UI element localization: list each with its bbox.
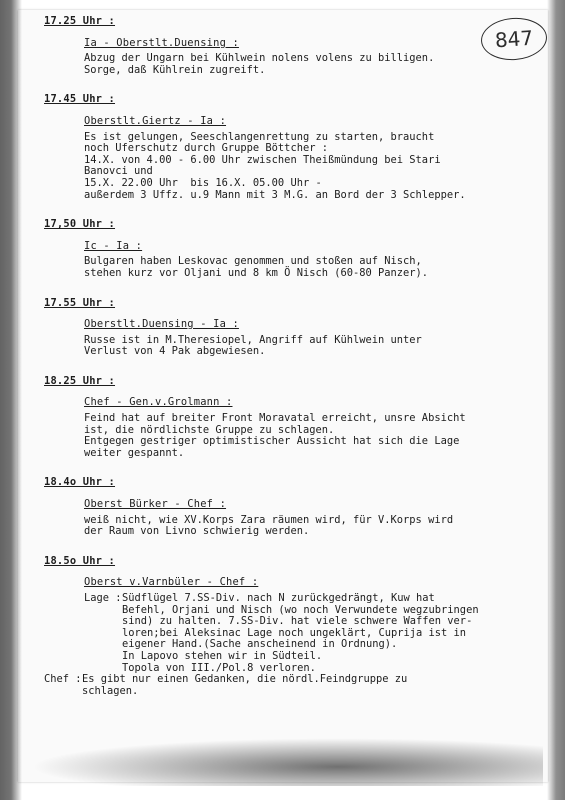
entry-body: Es ist gelungen, Seeschlangenrettung zu starten, braucht noch Uferschutz durch Gruppe Böttcher : 14.X. von 4.00 - 6.00 Uhr zwischen Theißmündung bei Stari Banovci und 15.X. 22.00 Uhr bis 16.X. 05.00 Uhr - außerdem 3 Uffz. u.9 Mann mit 3 M.G. an Bord der 3 Schlepper. (84, 130, 466, 201)
log-entry-1755 (44, 298, 524, 358)
entry-time: 17,50 Uhr : (44, 218, 116, 231)
entry-body: Abzug der Ungarn bei Kühlwein nolens volens zu billigen. Sorge, daß Kühlrein zugreift. (84, 52, 435, 76)
entry-body: Bulgaren haben Leskovac genommen und stoßen auf Nisch, stehen kurz vor Oljani und 8 km Ö Nisch (60-80 Panzer). (84, 255, 429, 279)
entry-header: Oberstlt.Giertz - Ia : (84, 114, 227, 127)
entry-header: Oberstlt.Duensing - Ia : (84, 318, 239, 331)
entry-header: Ia - Oberstlt.Duensing : (84, 36, 239, 49)
log-entry-1825 (44, 376, 524, 460)
scan-shadow-bottom (30, 738, 543, 786)
entry-time: 17.25 Uhr : (44, 15, 116, 27)
log-entry-1750 (44, 219, 524, 279)
entry-body: Russe ist in M.Theresiopel, Angriff auf Kühlwein unter Verlust von 4 Pak abgewiesen. (84, 333, 422, 358)
chef-text: Es gibt nur einen Gedanken, die nördl.Feindgruppe zu schlagen. (82, 673, 408, 697)
chef-label: Chef : (44, 673, 82, 686)
log-entry-1840 (44, 477, 524, 537)
chef-section (44, 674, 524, 697)
entry-body: Feind hat auf breiter Front Moravatal erreicht, unsre Absicht ist, die nördlichste Gruppe zu schlagen. Entgegen gestriger optimistischer Aussicht hat sich die Lage weiter gespannt. (84, 412, 466, 459)
entry-time: 18.5o Uhr : (44, 554, 116, 567)
entry-time: 18.25 Uhr : (44, 374, 116, 387)
log-entry-1850 (44, 556, 524, 698)
entry-body: weiß nicht, wie XV.Korps Zara räumen wird, für V.Korps wird der Raum von Livno schwierig werden. (84, 513, 454, 538)
entry-time: 18.4o Uhr : (44, 476, 116, 489)
entry-header: Oberst Bürker - Chef : (84, 498, 227, 511)
scan-edge-left (0, 0, 22, 800)
entry-time: 17.55 Uhr : (44, 296, 116, 309)
entry-header: Ic - Ia : (84, 239, 143, 252)
entry-time: 17.45 Uhr : (44, 93, 116, 106)
scan-edge-right (547, 0, 565, 800)
lage-text: Südflügel 7.SS-Div. nach N zurückgedrängt, Kuw hat Befehl, Orjani und Nisch (wo noch Verwundete wegzubringen sind) zu halten. 7.SS-Div. hat viele schwere Waffen ver- loren;bei Aleksinac Lage noch ungeklärt, Cuprija ist in eigener Hand.(Sache anscheinend in Ordnung). In Lapovo stehen wir in Südteil. Topola von III./Pol.8 verloren. (122, 592, 479, 674)
log-entry-1725 (44, 16, 524, 76)
log-entry-1745 (44, 94, 524, 201)
lage-section (84, 593, 524, 674)
page-number: 847 (494, 25, 534, 53)
entry-header: Oberst v.Varnbüler - Chef : (84, 576, 259, 589)
lage-label: Lage : (84, 592, 122, 604)
document-content (44, 16, 524, 715)
entry-header: Chef - Gen.v.Grolmann : (84, 396, 233, 409)
